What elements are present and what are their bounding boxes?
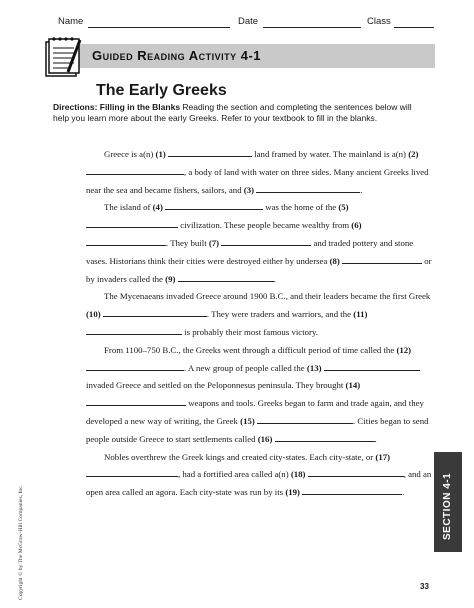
fill-in-blank[interactable] — [86, 165, 184, 175]
blank-number: (16) — [257, 433, 275, 444]
page-title: The Early Greeks — [96, 82, 227, 99]
page-number: 33 — [420, 582, 429, 591]
fill-in-blank[interactable] — [86, 467, 178, 477]
passage-paragraph — [86, 288, 432, 341]
passage-text: . — [273, 273, 276, 284]
passage-text: land framed by water. The mainland is a(n) — [252, 149, 409, 159]
copyright-notice: Copyright © by The McGraw-Hill Companies, Inc. — [18, 484, 24, 600]
blank-number: (14) — [345, 380, 361, 391]
fill-in-blank[interactable] — [308, 467, 404, 477]
passage-text: civilization. These people became wealthy from — [178, 220, 352, 231]
fill-in-blank[interactable] — [256, 183, 363, 195]
passage-text: , and an open area called an agora. Each city-state was run by its — [86, 469, 432, 498]
passage-text: and traded pottery and stone vases. Historians think their cities were destroyed either by undersea — [86, 237, 414, 266]
fill-in-blank[interactable] — [221, 236, 311, 246]
passage-paragraph — [86, 449, 432, 502]
fill-in-blank[interactable] — [342, 254, 422, 264]
class-label: Class — [367, 16, 391, 27]
passage-text: . — [360, 184, 363, 195]
blank-number: (18) — [290, 469, 308, 480]
fill-in-blank[interactable] — [168, 147, 252, 157]
blank-number: (5) — [338, 202, 349, 213]
passage-text: or by invaders called the — [86, 255, 432, 284]
blank-number: (6) — [351, 220, 362, 231]
blank-number: (9) — [165, 273, 178, 284]
blank-number: (10) — [86, 309, 103, 320]
passage-paragraph — [86, 199, 432, 288]
fill-in-blank[interactable] — [86, 396, 186, 406]
notepad-icon — [40, 34, 88, 82]
blank-number: (3) — [243, 184, 257, 195]
passage-text: . They were traders and warriors, and the — [206, 309, 354, 320]
directions-label: Directions: Filling in the Blanks — [53, 102, 181, 112]
passage-paragraph — [86, 146, 432, 199]
fill-in-blank[interactable] — [302, 485, 405, 498]
blank-number: (13) — [306, 362, 324, 373]
fill-in-blank[interactable] — [86, 361, 184, 371]
blank-number: (11) — [353, 309, 368, 320]
passage-text: The Mycenaeans invaded Greece around 1900 B.C., and their leaders became the first Greek — [104, 291, 431, 302]
student-info-header — [58, 16, 434, 30]
date-label: Date — [238, 16, 259, 27]
fill-in-blank[interactable] — [257, 414, 353, 424]
passage-paragraph — [86, 342, 432, 449]
fill-in-blank[interactable] — [275, 432, 375, 442]
blank-number: (15) — [240, 415, 257, 426]
directions-text: Reading the section and completing the sentences below will help you learn more about the early Greeks. Refer to your textbook to fill in the blanks. — [53, 102, 412, 123]
fill-in-blank[interactable] — [86, 236, 166, 246]
class-field[interactable] — [394, 27, 434, 28]
name-label: Name — [58, 16, 84, 27]
passage-text: . — [402, 487, 405, 498]
passage-text: invaded Greece and settled on the Peloponnesus peninsula. They brought — [86, 380, 346, 391]
blank-number: (7) — [208, 237, 222, 248]
name-field[interactable] — [88, 27, 230, 28]
blank-number: (8) — [329, 255, 343, 266]
blank-number: (12) — [396, 344, 412, 355]
fill-in-blank[interactable] — [165, 200, 263, 210]
date-field[interactable] — [263, 27, 361, 28]
blank-number: (2) — [408, 149, 419, 159]
blank-number: (19) — [285, 487, 303, 498]
section-tab-label: SECTION 4-1 — [442, 472, 453, 540]
passage-text: The island of — [104, 202, 153, 213]
passage-text: . A new group of people called the — [184, 362, 307, 373]
passage-text: was the home of the — [263, 202, 339, 213]
passage-text: . They built — [166, 237, 209, 248]
passage-text: , a body of land with water on three sides. Many ancient Greeks lived near the sea and became fishers, sailors, and — [86, 166, 429, 195]
reading-passage — [86, 146, 432, 502]
banner-title: Guided Reading Activity 4-1 — [92, 48, 262, 63]
blank-number: (17) — [375, 451, 391, 462]
passage-text: From 1100–750 B.C., the Greeks went through a difficult period of time called the — [104, 344, 397, 355]
fill-in-blank[interactable] — [178, 272, 274, 282]
passage-text: Nobles overthrew the Greek kings and created city-states. Each city-state, or — [104, 451, 376, 462]
passage-text: weapons and tools. Greeks began to farm and trade again, and they developed a new way of writing, the Greek — [86, 398, 424, 426]
fill-in-blank[interactable] — [324, 361, 420, 371]
fill-in-blank[interactable] — [103, 307, 207, 317]
fill-in-blank[interactable] — [86, 325, 182, 335]
passage-text: is probably their most famous victory. — [182, 326, 319, 337]
directions — [53, 102, 413, 123]
passage-text: . — [374, 433, 377, 444]
passage-text: , had a fortified area called a(n) — [178, 469, 291, 480]
blank-number: (4) — [152, 202, 166, 213]
blank-number: (1) — [155, 149, 168, 159]
passage-text: . Cities began to send people outside Greece to start settlements called — [86, 415, 429, 444]
passage-text: Greece is a(n) — [104, 149, 156, 159]
fill-in-blank[interactable] — [86, 218, 178, 228]
